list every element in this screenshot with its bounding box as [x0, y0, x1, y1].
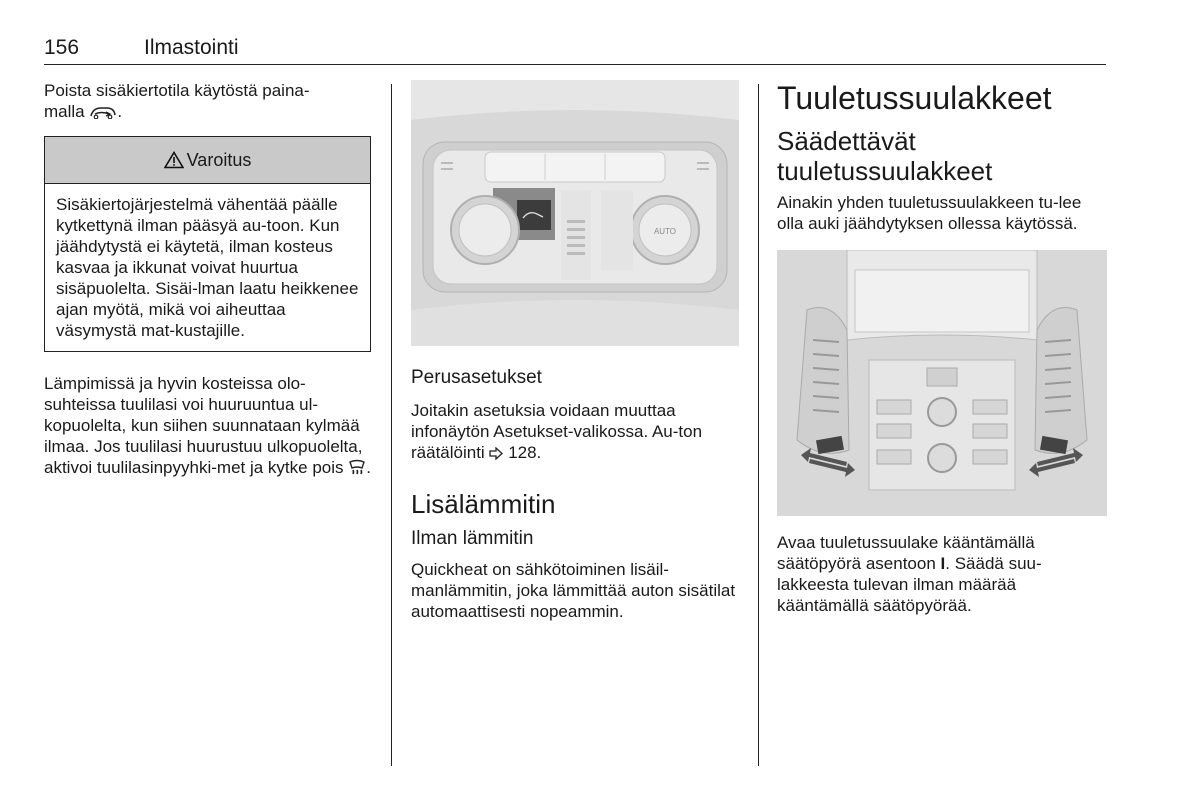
page-header: [44, 36, 1106, 65]
section-title: Tuuletussuulakkeet: [777, 80, 1052, 116]
page-reference-icon: [489, 447, 503, 460]
intro-paragraph: Poista sisäkiertotila käytöstä paina- malla .: [44, 81, 310, 121]
page-number: 156: [44, 36, 80, 59]
column-divider: [758, 84, 759, 766]
windscreen-air-icon: [348, 459, 366, 475]
air-vents-figure: [777, 250, 1107, 516]
humidity-paragraph: Lämpimissä ja hyvin kosteissa olo-suhteissa tuulilasi voi huuruuntua ul-kopuolelta, kun siihen suunnataan kylmää ilmaa. Jos tuulilasi huurustuu ulkopuolelta, aktivoi tuulilasinpyyhki-met ja kytke pois .: [44, 374, 371, 477]
warning-text: Sisäkiertojärjestelmä vähentää päälle kytkettynä ilman pääsyä au-toon. Kun jäähdytystä ei käytetä, ilman kosteus kasvaa ja ikkunat voivat huurtua sisäpuolelta. Sisäi-lman laatu heikkenee ajan myötä, mikä voi aiheuttaa väsymystä mat-kustajille.: [56, 195, 359, 340]
section-subtitle: Säädettävät tuuletussuulakkeet: [777, 126, 993, 186]
basic-settings-text: Joitakin asetuksia voidaan muuttaa infonäytön Asetukset-valikossa. Au-ton räätälöinti 128.: [411, 401, 703, 462]
heading-auxiliary-heater: Lisälämmitin: [411, 489, 556, 519]
climate-control-panel-figure: [411, 80, 739, 346]
column-divider: [391, 84, 392, 766]
vents-instruction-text: Avaa tuuletussuulake kääntämällä säätöpyörä asentoon I. Säädä suu-lakkeesta tulevan ilman määrää kääntämällä säätöpyörää.: [777, 533, 1042, 615]
heading-basic-settings: Perusasetukset: [411, 367, 542, 388]
warning-title: Varoitus: [186, 149, 252, 170]
recirculation-icon: [89, 105, 117, 119]
warning-triangle-icon: [164, 151, 184, 169]
column-3: [777, 80, 1107, 616]
warning-header: [45, 137, 370, 184]
warning-box: [44, 136, 371, 352]
panel-knob-label: AUTO: [653, 227, 677, 236]
air-heater-text: Quickheat on sähkötoiminen lisäil-manlämmitin, joka lämmittää auton sisätilat automaattisesti nopeammin.: [411, 560, 736, 621]
column-1: [44, 80, 372, 478]
chapter-title: Ilmastointi: [144, 36, 239, 59]
position-symbol: I: [940, 554, 946, 573]
vents-intro-text: Ainakin yhden tuuletussuulakkeen tu-lee olla auki jäähdytyksen ollessa käytössä.: [777, 193, 1082, 233]
heading-air-heater: Ilman lämmitin: [411, 528, 534, 549]
column-2: [411, 80, 739, 622]
